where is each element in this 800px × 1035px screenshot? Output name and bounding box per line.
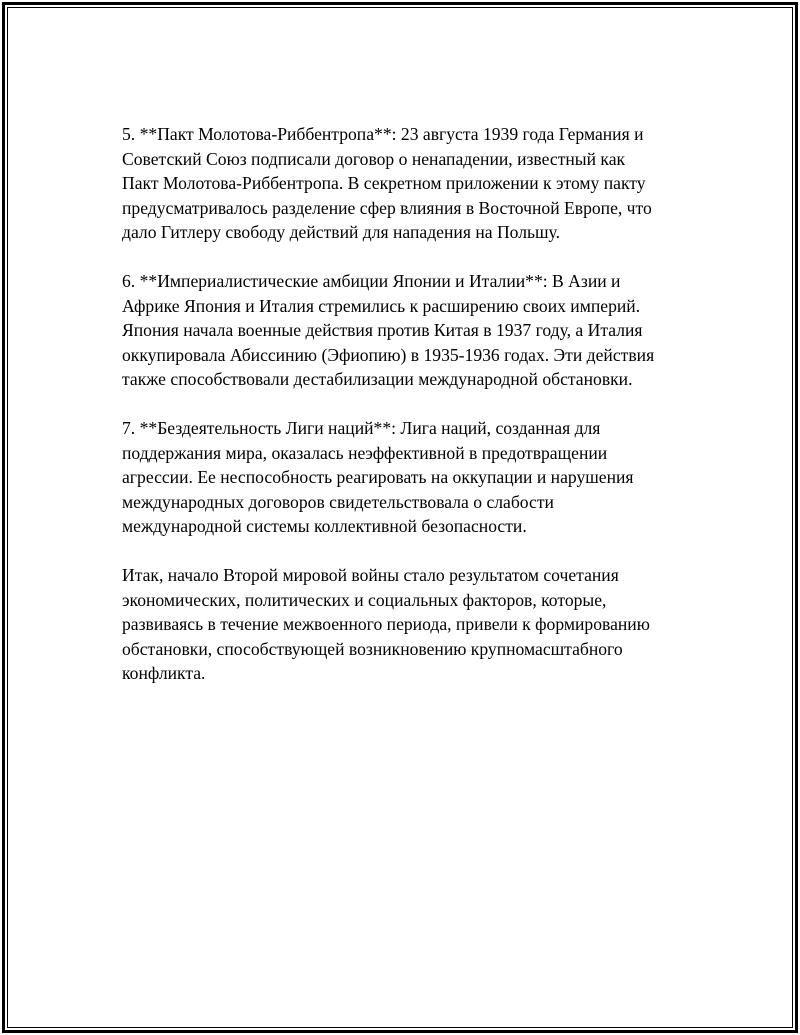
document-page [2, 2, 798, 1033]
paragraph-molotov-ribbentrop-pact: 5. **Пакт Молотова-Риббентропа**: 23 августа 1939 года Германия и Советский Союз подписали договор о ненападении, известный как Пакт Молотова-Риббентропа. В секретном приложении к этому пакту предусматривалось разделение сфер влияния в Восточной Европе, что дало Гитлеру свободу действий для нападения на Польшу. [122, 124, 652, 242]
paragraph-japan-italy-ambitions: 6. **Империалистические амбиции Японии и Италии**: В Азии и Африке Япония и Италия стремились к расширению своих империй. Япония начала военные действия против Китая в 1937 году, а Италия оккупировала Абиссинию (Эфиопию) в 1935-1936 годах. Эти действия также способствовали дестабилизации международной обстановки. [122, 271, 655, 389]
paragraph-conclusion: Итак, начало Второй мировой войны стало результатом сочетания экономических, политических и социальных факторов, которые, развиваясь в течение межвоенного периода, привели к формированию обстановки, способствующей возникновению крупномасштабного конфликта. [122, 565, 650, 683]
document-body [122, 122, 682, 710]
paragraph-league-of-nations: 7. **Бездеятельность Лиги наций**: Лига наций, созданная для поддержания мира, оказалась неэффективной в предотвращении агрессии. Ее неспособность реагировать на оккупации и нарушения международных договоров свидетельствовала о слабости международной системы коллективной безопасности. [122, 418, 634, 536]
